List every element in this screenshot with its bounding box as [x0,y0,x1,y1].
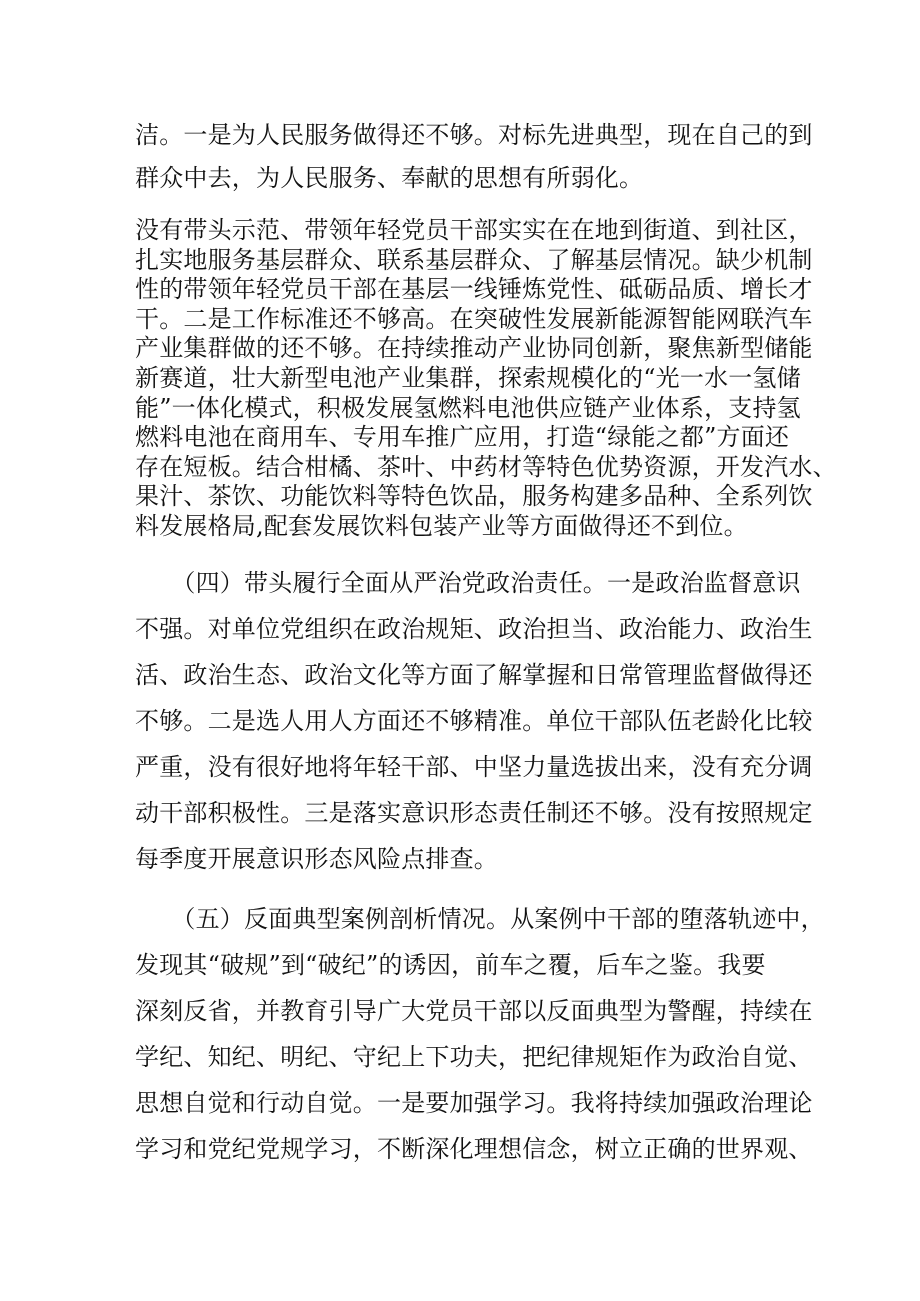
paragraph-line: 不强。对单位党组织在政治规矩、政治担当、政治能力、政治生 [135,615,813,643]
paragraph-line: 性的带领年轻党员干部在基层一线锤炼党性、砥砺品质、增长才 [135,275,813,304]
paragraph-line: 动干部积极性。三是落实意识形态责任制还不够。没有按照规定 [135,799,813,827]
paragraph-line: 燃料电池在商用车、专用车推广应用，打造“绿能之都”方面还 [135,423,790,452]
paragraph-line: 洁。一是为人民服务做得还不够。对标先进典型，现在自己的到 [135,121,813,149]
paragraph-2 [135,216,837,542]
paragraph-4 [135,896,825,1172]
paragraph-line: 料发展格局,配套发展饮料包装产业等方面做得还不到位。 [135,511,748,540]
paragraph-line: 学习和党纪党规学习，不断深化理想信念，树立正确的世界观、 [135,1135,813,1163]
paragraph-line: （五）反面典型案例剖析情况。从案例中干部的堕落轨迹中， [135,905,825,933]
paragraph-line: 干。二是工作标准还不够高。在突破性发展新能源智能网联汽车 [135,304,813,333]
paragraph-line: 严重，没有很好地将年轻干部、中坚力量选拔出来，没有充分调 [135,753,813,781]
paragraph-line: 学纪、知纪、明纪、守纪上下功夫，把纪律规矩作为政治自觉、 [135,1043,813,1071]
paragraph-line: （四）带头履行全面从严治党政治责任。一是政治监督意识 [135,569,801,597]
paragraph-line: 每季度开展意识形态风险点排查。 [135,845,498,873]
paragraph-line: 能”一体化模式，积极发展氢燃料电池供应链产业体系，支持氢 [135,393,801,422]
paragraph-1 [135,114,813,200]
paragraph-line: 发现其“破规”到“破纪”的诱因，前车之覆，后车之鉴。我要 [135,951,766,979]
paragraph-3 [135,560,813,882]
paragraph-line: 深刻反省，并教育引导广大党员干部以反面典型为警醒，持续在 [135,997,813,1025]
paragraph-line: 思想自觉和行动自觉。一是要加强学习。我将持续加强政治理论 [135,1089,813,1117]
paragraph-line: 活、政治生态、政治文化等方面了解掌握和日常管理监督做得还 [135,661,813,689]
paragraph-line: 果汁、茶饮、功能饮料等特色饮品，服务构建多品种、全系列饮 [135,482,813,511]
paragraph-line: 存在短板。结合柑橘、茶叶、中药材等特色优势资源，开发汽水、 [135,452,837,481]
paragraph-line: 扎实地服务基层群众、联系基层群众、了解基层情况。缺少机制 [135,245,813,274]
paragraph-line: 产业集群做的还不够。在持续推动产业协同创新，聚焦新型储能 [135,334,813,363]
paragraph-line: 群众中去，为人民服务、奉献的思想有所弱化。 [135,164,644,192]
paragraph-line: 不够。二是选人用人方面还不够精准。单位干部队伍老龄化比较 [135,707,813,735]
paragraph-line: 新赛道，壮大新型电池产业集群，探索规模化的“光一水一氢储 [135,363,801,392]
paragraph-line: 没有带头示范、带领年轻党员干部实实在在地到街道、到社区， [135,216,813,244]
